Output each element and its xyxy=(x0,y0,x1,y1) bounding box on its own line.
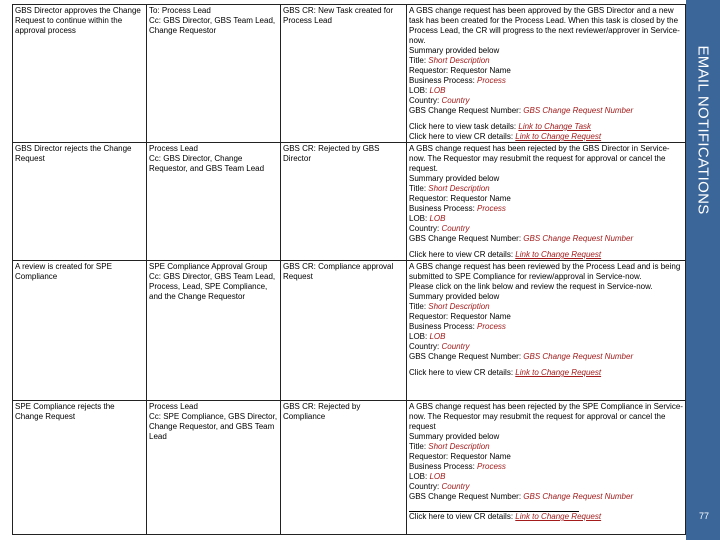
title-line-label: Title: xyxy=(409,184,429,193)
link-line xyxy=(409,368,683,378)
business-process-line-label: Business Process: xyxy=(409,204,478,213)
requestor-line: Requestor: Requestor Name xyxy=(409,452,511,461)
subject-text: GBS CR: Rejected by Compliance xyxy=(283,402,361,421)
table-row xyxy=(13,143,686,261)
lob-line xyxy=(409,214,683,224)
country-line-value: Country xyxy=(441,342,470,351)
summary-text: Summary provided below xyxy=(409,292,500,301)
business-process-line-value: Process xyxy=(477,204,506,213)
cr-number-line-label: GBS Change Request Number: xyxy=(409,106,524,115)
business-process-line-value: Process xyxy=(477,76,506,85)
lob-line-value: LOB xyxy=(429,332,446,341)
link-prefix: Click here to view task details: xyxy=(409,122,519,131)
title-line xyxy=(409,184,683,194)
cr-number-line-value: GBS Change Request Number xyxy=(523,106,634,115)
lob-line-label: LOB: xyxy=(409,86,430,95)
recipients-text: Process Lead xyxy=(149,144,198,153)
country-line xyxy=(409,224,683,234)
title-line-label: Title: xyxy=(409,442,429,451)
body-cell xyxy=(407,261,686,401)
body-cell xyxy=(407,143,686,261)
table-row xyxy=(13,5,686,143)
recipients-cell xyxy=(147,143,281,261)
recipients-text: Cc: SPE Compliance, GBS Director, Change Requestor, and GBS Team Lead xyxy=(149,412,278,441)
title-line-value: Short Description xyxy=(428,184,490,193)
country-line xyxy=(409,96,683,106)
trigger-cell xyxy=(13,5,147,143)
table-row xyxy=(13,261,686,401)
country-line-value: Country xyxy=(441,482,470,491)
cr-number-line xyxy=(409,492,683,502)
cr-link[interactable]: Link to Change Request xyxy=(515,368,602,377)
recipients-text: SPE Compliance Approval Group xyxy=(149,262,268,271)
requestor-line: Requestor: Requestor Name xyxy=(409,312,511,321)
body-intro: Please click on the link below and review the request in Service-now. xyxy=(409,282,653,291)
link-prefix: Click here to view CR details: xyxy=(409,132,516,141)
requestor-line: Requestor: Requestor Name xyxy=(409,194,511,203)
recipients-text: To: Process Lead xyxy=(149,6,211,15)
title-line-value: Short Description xyxy=(428,442,490,451)
trigger-text: GBS Director approves the Change Request to continue within the approval process xyxy=(15,6,141,35)
subject-text: GBS CR: New Task created for Process Lead xyxy=(283,6,394,25)
lob-line-label: LOB: xyxy=(409,332,430,341)
cr-number-line xyxy=(409,106,683,116)
trigger-cell xyxy=(13,261,147,401)
link-line xyxy=(409,122,683,132)
trigger-text: GBS Director rejects the Change Request xyxy=(15,144,132,163)
cr-number-line-label: GBS Change Request Number: xyxy=(409,352,524,361)
spacer xyxy=(409,502,683,508)
lob-line xyxy=(409,472,683,482)
business-process-line-value: Process xyxy=(477,462,506,471)
cr-link[interactable]: Link to Change Request xyxy=(515,512,602,521)
trigger-text: A review is created for SPE Compliance xyxy=(15,262,112,281)
trigger-text: SPE Compliance rejects the Change Request xyxy=(15,402,115,421)
link-prefix: Click here to view CR details: xyxy=(409,368,516,377)
cr-link[interactable]: Link to Change Request xyxy=(515,132,602,141)
lob-line xyxy=(409,332,683,342)
subject-cell xyxy=(281,401,407,535)
body-cell xyxy=(407,401,686,535)
cr-number-line xyxy=(409,352,683,362)
trigger-cell xyxy=(13,401,147,535)
country-line xyxy=(409,342,683,352)
summary-text: Summary provided below xyxy=(409,46,500,55)
trigger-cell xyxy=(13,143,147,261)
cr-number-line-value: GBS Change Request Number xyxy=(523,492,634,501)
cr-number-line xyxy=(409,234,683,244)
subject-cell xyxy=(281,261,407,401)
title-line-value: Short Description xyxy=(428,302,490,311)
country-line-label: Country: xyxy=(409,342,442,351)
country-line-label: Country: xyxy=(409,224,442,233)
business-process-line xyxy=(409,76,683,86)
notifications-table-body xyxy=(13,5,686,535)
country-line-label: Country: xyxy=(409,482,442,491)
link-line xyxy=(409,250,683,260)
body-cell xyxy=(407,5,686,143)
body-intro: A GBS change request has been approved by the GBS Director and a new task has been created for the Process Lead. When this task is closed by the Process Lead, the CR will progress to the next reviewer/approver in Service-now. xyxy=(409,6,680,45)
business-process-line xyxy=(409,322,683,332)
recipients-text: Cc: GBS Director, GBS Team Lead, Change Requestor xyxy=(149,16,276,35)
requestor-line: Requestor: Requestor Name xyxy=(409,66,511,75)
notifications-table xyxy=(12,4,686,535)
summary-text: Summary provided below xyxy=(409,174,500,183)
lob-line-value: LOB xyxy=(429,86,446,95)
recipients-text: Process Lead xyxy=(149,402,198,411)
recipients-cell xyxy=(147,5,281,143)
recipients-cell xyxy=(147,261,281,401)
recipients-text: Cc: GBS Director, Change Requestor, and GBS Team Lead xyxy=(149,154,265,173)
title-line-label: Title: xyxy=(409,302,429,311)
section-title: EMAIL NOTIFICATIONS xyxy=(694,45,712,215)
country-line-label: Country: xyxy=(409,96,442,105)
cr-link[interactable]: Link to Change Request xyxy=(515,250,602,259)
lob-line-label: LOB: xyxy=(409,472,430,481)
title-line-label: Title: xyxy=(409,56,429,65)
title-line xyxy=(409,442,683,452)
link-prefix: Click here to view CR details: xyxy=(409,512,516,521)
lob-line xyxy=(409,86,683,96)
title-line xyxy=(409,302,683,312)
lob-line-value: LOB xyxy=(429,214,446,223)
country-line-value: Country xyxy=(441,96,470,105)
business-process-line-label: Business Process: xyxy=(409,462,478,471)
recipients-text: Cc: GBS Director, GBS Team Lead, Process, Lead, SPE Compliance, and the Change Requestor xyxy=(149,272,276,301)
recipients-cell xyxy=(147,401,281,535)
title-line-value: Short Description xyxy=(428,56,490,65)
cr-number-line-value: GBS Change Request Number xyxy=(523,352,634,361)
country-line xyxy=(409,482,683,492)
business-process-line-label: Business Process: xyxy=(409,76,478,85)
body-intro: A GBS change request has been reviewed by the Process Lead and is being submitted to SPE Compliance for review/approval in Service-now. xyxy=(409,262,681,281)
cr-link[interactable]: Link to Change Task xyxy=(518,122,592,131)
lob-line-label: LOB: xyxy=(409,214,430,223)
link-prefix: Click here to view CR details: xyxy=(409,250,516,259)
page-number: 77 xyxy=(699,511,710,521)
summary-text: Summary provided below xyxy=(409,432,500,441)
cr-number-line-label: GBS Change Request Number: xyxy=(409,234,524,243)
link-line xyxy=(409,512,683,522)
lob-line-value: LOB xyxy=(429,472,446,481)
subject-text: GBS CR: Compliance approval Request xyxy=(283,262,394,281)
body-intro: A GBS change request has been rejected by the GBS Director in Service-now. The Requestor may resubmit the request for approval or cancel the request. xyxy=(409,144,670,173)
subject-text: GBS CR: Rejected by GBS Director xyxy=(283,144,380,163)
business-process-line-value: Process xyxy=(477,322,506,331)
body-intro: A GBS change request has been rejected by the SPE Compliance in Service-now. The Requestor may resubmit the request for approval or cancel the request xyxy=(409,402,683,431)
cr-number-line-label: GBS Change Request Number: xyxy=(409,492,524,501)
business-process-line xyxy=(409,462,683,472)
business-process-line-label: Business Process: xyxy=(409,322,478,331)
subject-cell xyxy=(281,5,407,143)
title-line xyxy=(409,56,683,66)
cr-number-line-value: GBS Change Request Number xyxy=(523,234,634,243)
country-line-value: Country xyxy=(441,224,470,233)
subject-cell xyxy=(281,143,407,261)
business-process-line xyxy=(409,204,683,214)
link-line xyxy=(409,132,683,142)
table-row xyxy=(13,401,686,535)
